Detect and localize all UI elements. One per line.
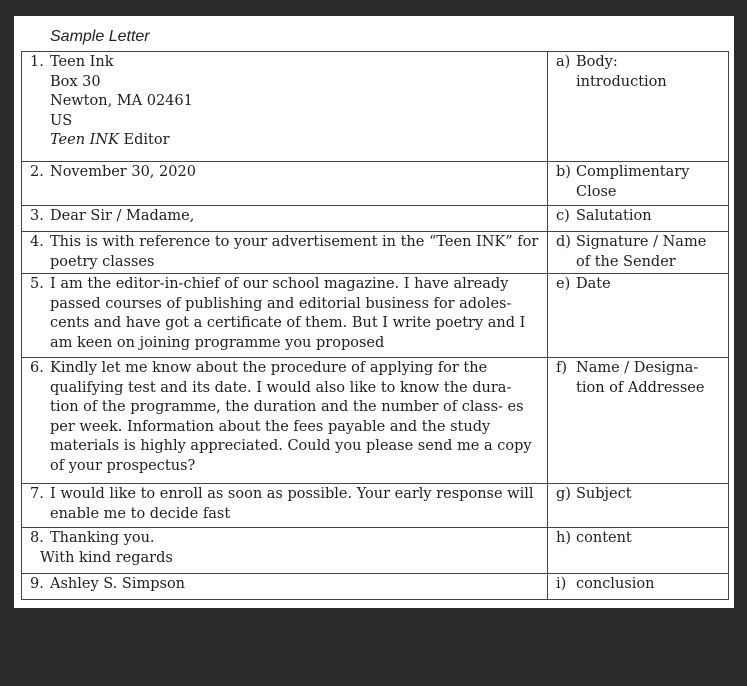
table-cell-left bbox=[22, 484, 548, 528]
table-cell-left bbox=[22, 52, 548, 162]
table-cell-left bbox=[22, 274, 548, 358]
table-row bbox=[22, 232, 729, 274]
table-cell-right bbox=[548, 274, 729, 358]
table-cell-left bbox=[22, 162, 548, 206]
address-line bbox=[50, 131, 542, 151]
address-line: Teen Ink bbox=[50, 54, 114, 70]
table-cell-right bbox=[548, 358, 729, 484]
table-row bbox=[22, 574, 729, 600]
table-row bbox=[22, 52, 729, 162]
option-letter: i) bbox=[556, 576, 567, 592]
item-number: 2. bbox=[30, 164, 44, 180]
item-text: Thanking you. bbox=[50, 530, 155, 546]
item-text: Ashley S. Simpson bbox=[50, 576, 186, 592]
option-text: Subject bbox=[576, 486, 632, 502]
table-row bbox=[22, 274, 729, 358]
table-cell-left bbox=[22, 206, 548, 232]
address-line: Box 30 bbox=[50, 73, 101, 90]
option-text: Name / Designa- tion of Addressee bbox=[576, 360, 705, 396]
closing-line: With kind regards bbox=[40, 549, 173, 566]
address-line: Newton, MA 02461 bbox=[50, 93, 193, 109]
item-number: 8. bbox=[30, 530, 44, 546]
table-cell-right bbox=[548, 232, 729, 274]
item-number: 5. bbox=[30, 276, 44, 292]
table-row bbox=[22, 162, 729, 206]
option-text: conclusion bbox=[576, 576, 655, 592]
item-number: 7. bbox=[30, 486, 44, 502]
address-line: US bbox=[50, 112, 73, 129]
designation-text: Editor bbox=[118, 132, 170, 148]
table-row bbox=[22, 528, 729, 574]
item-number: 1. bbox=[30, 54, 44, 70]
option-letter: e) bbox=[556, 276, 571, 292]
table-cell-right bbox=[548, 484, 729, 528]
table-cell-left bbox=[22, 232, 548, 274]
option-text: Date bbox=[576, 276, 611, 292]
table-cell-right bbox=[548, 206, 729, 232]
item-number: 9. bbox=[30, 576, 44, 592]
table-cell-left bbox=[22, 528, 548, 574]
table-cell-right bbox=[548, 52, 729, 162]
item-text: November 30, 2020 bbox=[50, 164, 196, 180]
table-cell-right bbox=[548, 528, 729, 574]
option-text: content bbox=[576, 530, 632, 546]
table-row bbox=[22, 484, 729, 528]
option-letter: c) bbox=[556, 208, 570, 224]
item-text: Kindly let me know about the procedure of applying for the qualifying test and its date. I would also like to know the dura- tion of the programme, the duration and the number of class- es per week. Information about the fees payable and the study materials is highly appreciated. Could you please send me a copy of your prospectus? bbox=[50, 360, 532, 474]
option-letter: h) bbox=[556, 530, 571, 546]
item-text: I would like to enroll as soon as possible. Your early response will enable me to decide fast bbox=[50, 486, 534, 522]
table-cell-left bbox=[22, 358, 548, 484]
option-text: Salutation bbox=[576, 208, 652, 224]
table-cell-right bbox=[548, 162, 729, 206]
table-cell-left bbox=[22, 574, 548, 600]
item-text: Dear Sir / Madame, bbox=[50, 208, 195, 224]
option-text: Signature / Name of the Sender bbox=[576, 234, 707, 270]
item-number: 3. bbox=[30, 208, 44, 224]
option-letter: f) bbox=[556, 360, 568, 376]
table-row bbox=[22, 206, 729, 232]
option-letter: a) bbox=[556, 54, 571, 70]
table-row bbox=[22, 358, 729, 484]
item-text: This is with reference to your advertisement in the “Teen INK” for poetry classes bbox=[50, 234, 539, 270]
document-title: Sample Letter bbox=[50, 28, 150, 45]
option-letter: d) bbox=[556, 234, 571, 250]
option-text: Body: introduction bbox=[576, 54, 667, 90]
option-letter: g) bbox=[556, 486, 571, 502]
document-page bbox=[14, 16, 734, 608]
item-number: 4. bbox=[30, 234, 44, 250]
table-cell-right bbox=[548, 574, 729, 600]
option-text: Complimentary Close bbox=[576, 164, 690, 200]
option-letter: b) bbox=[556, 164, 571, 180]
item-text: I am the editor-in-chief of our school magazine. I have already passed courses of publishing and editorial business for adoles- cents and have got a certificate of them. But I write poetry and I am keen on joining programme you proposed bbox=[50, 276, 526, 351]
address-block bbox=[50, 53, 542, 151]
letter-parts-table bbox=[21, 51, 729, 600]
magazine-name: Teen INK bbox=[50, 132, 119, 148]
item-number: 6. bbox=[30, 360, 44, 376]
